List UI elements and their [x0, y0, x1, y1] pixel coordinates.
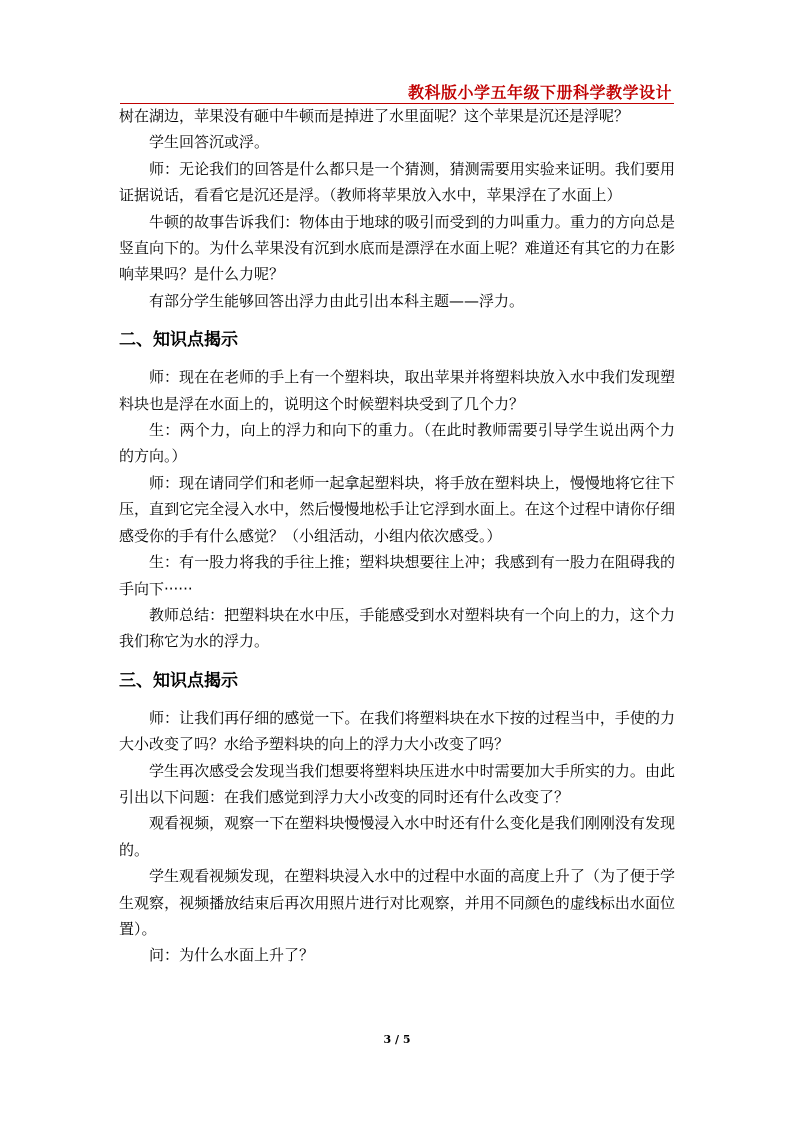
paragraph: 生：有一股力将我的手往上推；塑料块想要往上冲；我感到有一股力在阻碍我的手向下······	[119, 553, 675, 598]
paragraph: 生：两个力，向上的浮力和向下的重力。（在此时教师需要引导学生说出两个力的方向。）	[119, 421, 675, 466]
paragraph: 牛顿的故事告诉我们：物体由于地球的吸引而受到的力叫重力。重力的方向总是竖直向下的。为什么苹果没有沉到水底而是漂浮在水面上呢？难道还有其它的力在影响苹果吗？是什么力呢？	[119, 212, 675, 284]
paragraph: 学生观看视频发现，在塑料块浸入水中的过程中水面的高度上升了（为了便于学生观察，视频播放结束后再次用照片进行对比观察，并用不同颜色的虚线标出水面位置）。	[119, 867, 675, 938]
document-body	[119, 103, 675, 969]
paragraph: 师：让我们再仔细的感觉一下。在我们将塑料块在水下按的过程当中，手使的力大小改变了吗？水给予塑料块的向上的浮力大小改变了吗？	[119, 708, 675, 754]
paragraph: 学生回答沉或浮。	[149, 133, 270, 152]
paragraph: 师：无论我们的回答是什么都只是一个猜测，猜测需要用实验来证明。我们要用证据说话，看看它是沉还是浮。（教师将苹果放入水中，苹果浮在了水面上）	[119, 159, 675, 205]
paragraph: 问：为什么水面上升了？	[149, 946, 315, 965]
paragraph: 树在湖边，苹果没有砸中牛顿而是掉进了水里面呢？这个苹果是沉还是浮呢？	[119, 107, 630, 125]
section-heading: 二、知识点揭示	[119, 330, 238, 351]
page-number: 3 / 5	[383, 1033, 411, 1046]
paragraph: 师：现在请同学们和老师一起拿起塑料块，将手放在塑料块上，慢慢地将它往下压，直到它完全浸入水中，然后慢慢地松手让它浮到水面上。在这个过程中请你仔细感受你的手有什么感觉？（小组活动，小组内依次感受。）	[119, 473, 675, 545]
paragraph: 观看视频，观察一下在塑料块慢慢浸入水中时还有什么变化是我们刚刚没有发现的。	[119, 814, 675, 859]
document-header-title: 教科版小学五年级下册科学教学设计	[407, 83, 672, 102]
paragraph: 学生再次感受会发现当我们想要将塑料块压进水中时需要加大手所实的力。由此引出以下问题：在我们感觉到浮力大小改变的同时还有什么改变了？	[119, 761, 675, 806]
section-heading: 三、知识点揭示	[119, 670, 238, 691]
paragraph: 师：现在在老师的手上有一个塑料块，取出苹果并将塑料块放入水中我们发现塑料块也是浮在水面上的，说明这个时候塑料块受到了几个力？	[119, 368, 675, 413]
paragraph: 教师总结：把塑料块在水中压，手能感受到水对塑料块有一个向上的力，这个力我们称它为水的浮力。	[119, 605, 675, 651]
paragraph: 有部分学生能够回答出浮力由此引出本科主题——浮力。	[149, 291, 525, 310]
